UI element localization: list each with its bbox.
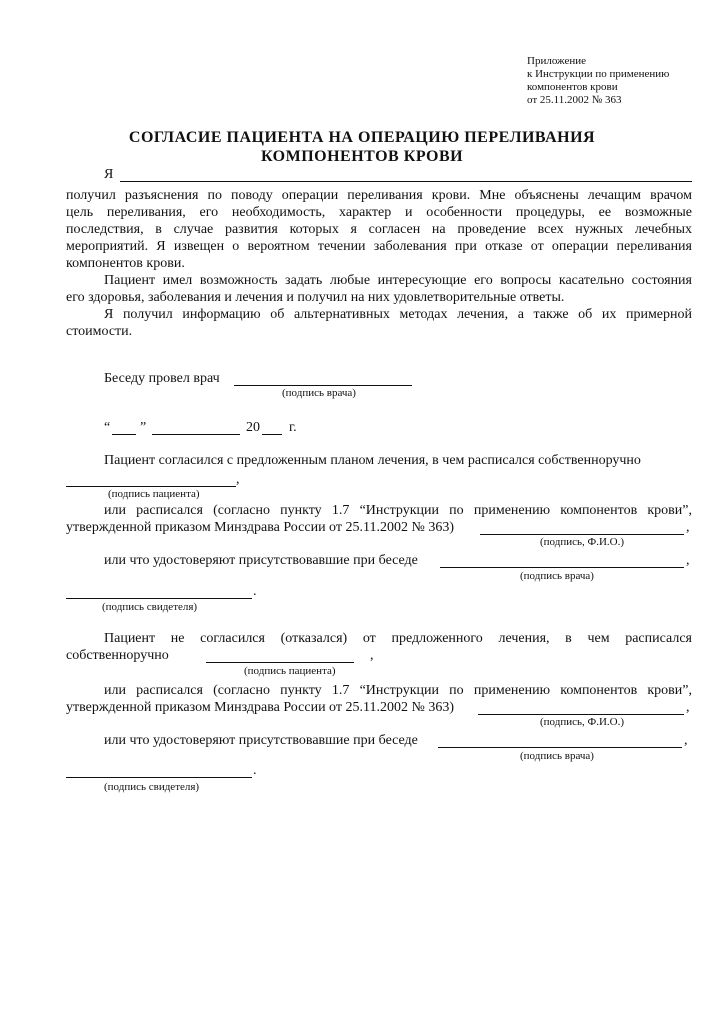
refused-comma-2: , — [686, 700, 690, 715]
para2-line-2: его здоровья, заболевания и лечения и получил на них удовлетворительные ответы. — [66, 290, 565, 305]
agreed-period: . — [253, 584, 257, 599]
agreed-patient-caption: (подпись пациента) — [108, 488, 200, 500]
refused-witness-text: или что удостоверяют присутствовавшие при беседе — [104, 733, 418, 748]
refused-or-line-1: или расписался (согласно пункту 1.7 “Инструкции по применению компонентов крови”, — [104, 683, 692, 698]
date-year-line[interactable] — [262, 434, 282, 435]
date-year-prefix: 20 — [246, 420, 260, 435]
refused-period: . — [253, 763, 257, 778]
doctor-label: Беседу провел врач — [104, 371, 220, 386]
intro-text-line-2: цель переливания, его необходимость, характер и особенности процедуры, ее возможные — [66, 205, 692, 220]
refused-fio-signature-line[interactable] — [478, 714, 684, 715]
intro-text-line-3: последствия, в случае развития которых я согласен на проведение всех нужных лечебных — [66, 222, 692, 237]
agreed-comma: , — [236, 472, 240, 487]
refused-line-2-prefix: собственноручно — [66, 648, 169, 663]
intro-text-line-5: компонентов крови. — [66, 256, 185, 271]
agreed-comma-2: , — [686, 520, 690, 535]
refused-fio-caption: (подпись, Ф.И.О.) — [540, 716, 624, 728]
agreed-or-line-1: или расписался (согласно пункту 1.7 “Инструкции по применению компонентов крови”, — [104, 503, 692, 518]
document-title-line-1: СОГЛАСИЕ ПАЦИЕНТА НА ОПЕРАЦИЮ ПЕРЕЛИВАНИЯ — [128, 129, 596, 146]
refused-patient-signature-line[interactable] — [206, 662, 354, 663]
agreed-witness-caption: (подпись свидетеля) — [102, 601, 198, 613]
document-title-line-2: КОМПОНЕНТОВ КРОВИ — [260, 148, 464, 165]
refused-witness-caption: (подпись свидетеля) — [104, 781, 200, 793]
agreed-comma-3: , — [686, 553, 690, 568]
refused-witness-signature-line[interactable] — [66, 777, 252, 778]
para3-line-2: стоимости. — [66, 324, 133, 339]
intro-text-line-4: мероприятий. Я извещен о вероятном течении заболевания при отказе от операции переливания — [66, 239, 692, 254]
date-close-quote: ” — [140, 420, 147, 435]
refused-line-1: Пациент не согласился (отказался) от предложенного лечения, в чем расписался — [104, 631, 692, 646]
refused-comma: , — [370, 648, 374, 663]
agreed-witness-signature-line[interactable] — [66, 598, 252, 599]
para2-line-1: Пациент имел возможность задать любые интересующие его вопросы касательно состояния — [104, 273, 692, 288]
agreed-fio-signature-line[interactable] — [480, 534, 684, 535]
agreed-fio-caption: (подпись, Ф.И.О.) — [540, 536, 624, 548]
agreed-witness-text: или что удостоверяют присутствовавшие при беседе — [104, 553, 418, 568]
agreed-text: Пациент согласился с предложенным планом лечения, в чем расписался собственноручно — [104, 453, 641, 468]
refused-or-line-2: утвержденной приказом Минздрава России от 25.11.2002 № 363) — [66, 700, 454, 715]
agreed-or-line-2: утвержденной приказом Минздрава России от 25.11.2002 № 363) — [66, 520, 454, 535]
para3-line-1: Я получил информацию об альтернативных методах лечения, а также об их примерной — [104, 307, 692, 322]
appendix-line-4: от 25.11.2002 № 363 — [527, 94, 622, 106]
agreed-doctor-caption: (подпись врача) — [520, 570, 594, 582]
date-month-line[interactable] — [152, 434, 240, 435]
intro-text-line-1: получил разъяснения по поводу операции переливания крови. Мне объяснены лечащим врачом — [66, 188, 692, 203]
refused-patient-caption: (подпись пациента) — [244, 665, 336, 677]
date-year-suffix: г. — [289, 420, 297, 435]
name-signature-line[interactable] — [120, 181, 692, 182]
doctor-caption: (подпись врача) — [282, 387, 356, 399]
agreed-patient-signature-line[interactable] — [66, 486, 236, 487]
refused-comma-3: , — [684, 733, 688, 748]
refused-doctor-signature-line[interactable] — [438, 747, 682, 748]
date-open-quote: “ — [104, 420, 111, 435]
refused-doctor-caption: (подпись врача) — [520, 750, 594, 762]
doctor-signature-line[interactable] — [234, 385, 412, 386]
appendix-line-1: Приложение — [527, 55, 587, 67]
appendix-line-2: к Инструкции по применению — [527, 68, 670, 80]
appendix-line-3: компонентов крови — [527, 81, 618, 93]
date-day-line[interactable] — [112, 434, 136, 435]
intro-ya: Я — [104, 167, 114, 182]
agreed-doctor-signature-line[interactable] — [440, 567, 684, 568]
